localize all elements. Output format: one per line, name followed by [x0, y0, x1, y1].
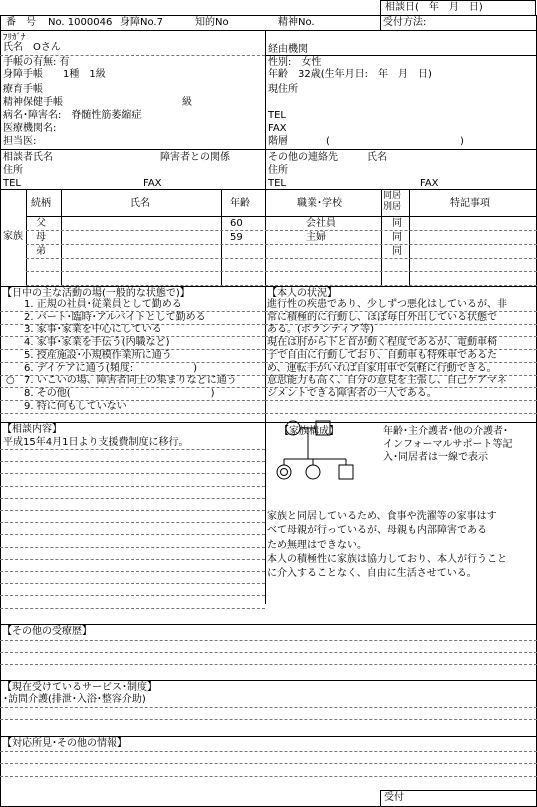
family-structure-title: 【家族構成】 — [279, 426, 339, 437]
status-line: 意思能力も高く、自分の意見を主張し、自己ケアマネ — [267, 375, 507, 387]
notebook-status: 手帳の有無: 有 — [3, 57, 70, 68]
status-row-line — [265, 413, 537, 414]
consult-line — [0, 559, 265, 560]
activity-row-line — [0, 413, 265, 414]
family-age: 60 — [230, 218, 243, 229]
family-row — [26, 258, 537, 272]
current-services-text: ･訪問介護(排泄･入浴･整容介助) — [3, 694, 146, 705]
other-contact-fax-label: FAX — [420, 178, 439, 189]
activity-item: 7. いこいの場、障害者同士の集まりなどに通う — [24, 375, 237, 387]
consultant-tel-label: TEL — [3, 178, 21, 189]
consult-line — [0, 522, 265, 523]
services-section-top — [0, 680, 537, 681]
consult-line — [0, 498, 265, 499]
family-legend-line-1: 年齢･主介護者･他の介護者･ — [383, 426, 508, 437]
consultant-fax-label: FAX — [143, 178, 162, 189]
activity-item: 4. 家事･家業を手伝う(内職など) — [24, 337, 170, 349]
via-agency-line — [265, 55, 537, 56]
family-note-line: ため無理はできない。 — [267, 539, 367, 551]
physical-no-label: 身障No.7 — [120, 17, 163, 28]
family-note-line: べて母親が行っているが、母親も内部障害である — [267, 525, 487, 537]
response-line-1 — [0, 751, 537, 752]
response-line-3 — [0, 776, 537, 777]
furigana-label: ﾌﾘｶﾞﾅ — [3, 33, 26, 43]
history-line-1 — [0, 640, 537, 641]
status-line: 子で自由に行動しており、自動車も特殊車であるた — [267, 349, 497, 361]
family-row — [26, 272, 537, 286]
consultant-relation-label: 障害者との関係 — [160, 152, 230, 163]
family-row — [26, 217, 537, 231]
rehab-notebook: 療育手帳 — [3, 84, 43, 95]
history-section-top — [0, 624, 537, 625]
gender: 性別: 女性 — [268, 57, 322, 68]
genogram-diagram — [270, 415, 380, 505]
consultant-name-label: 相談者氏名 — [3, 152, 53, 163]
consultant-section-top — [0, 149, 537, 150]
genogram-sister — [306, 465, 320, 479]
reception-method-label: 受付方法: — [383, 17, 427, 28]
consultant-address-label: 住所 — [3, 165, 23, 176]
family-job: 主婦 — [306, 231, 326, 243]
family-row — [26, 231, 537, 245]
physical-notebook: 身障手帳 1種 1級 — [3, 69, 106, 80]
family-relation: 母 — [36, 231, 46, 243]
family-table — [0, 189, 537, 286]
genogram-client-inner — [281, 469, 288, 476]
consult-line — [0, 595, 265, 596]
consultant-divider — [265, 149, 266, 189]
genogram-client-outer — [277, 465, 291, 479]
client-divider — [265, 31, 266, 149]
status-line: ジメントできる障害者の一人である。 — [267, 387, 437, 399]
consult-date-box — [380, 0, 536, 16]
consult-content-text: 平成15年4月1日より支援費制度に移行。 — [3, 437, 189, 448]
other-consult-title: 【その他の受療歴】 — [2, 626, 92, 637]
via-agency: 経由機関 — [268, 44, 308, 55]
other-contact-name-label: 氏名 — [367, 152, 387, 163]
activity-item: 3. 家事･家業を中心にしている — [24, 324, 162, 336]
age: 年齢 32歳(生年月日: 年 月 日) — [268, 69, 432, 80]
status-line: 進行性の疾患であり、少しずつ悪化はしているが、非 — [267, 299, 507, 310]
disease-name: 病名･障害名: 脊髄性筋萎縮症 — [3, 110, 142, 121]
activity-item: 9. 特に何もしていない — [24, 400, 127, 412]
response-line-2 — [0, 763, 537, 764]
client-name-line — [0, 55, 265, 56]
family-header-job: 職業･学校 — [297, 198, 342, 209]
doctor: 担当医: — [3, 136, 37, 147]
consult-line — [0, 571, 265, 572]
history-line-2 — [0, 652, 537, 653]
family-header-notes: 特記事項 — [450, 198, 490, 209]
floor: 階層 — [268, 136, 288, 147]
intellectual-no-label: 知的No — [195, 17, 229, 28]
floor-paren-close: ) — [460, 136, 464, 147]
family-section-label: 家族 — [3, 231, 23, 242]
activity-divider — [265, 286, 266, 604]
family-row — [26, 245, 537, 259]
current-services-title: 【現在受けているサービス･制度】 — [2, 682, 157, 693]
response-title: 【対応所見･その他の情報】 — [2, 738, 127, 749]
status-line: 常に積極的に行動し、ほぼ毎日外出している状態で — [267, 311, 497, 323]
activity-item: 1. 正規の社員･従業員として勤める — [24, 299, 182, 310]
number-label: 番 号 — [6, 17, 36, 28]
consult-content-title: 【相談内容】 — [2, 424, 62, 435]
history-line-3 — [0, 664, 537, 665]
family-relation: 弟 — [36, 245, 46, 257]
mental-grade: 級 — [182, 97, 192, 108]
family-header-age: 年齢 — [230, 198, 250, 209]
consult-line — [0, 608, 265, 609]
family-job: 会社員 — [306, 218, 336, 229]
services-line-1 — [0, 707, 537, 708]
reception-label: 受付 — [384, 792, 404, 803]
other-contact-label: その他の連絡先 — [268, 152, 338, 163]
consult-line — [0, 534, 265, 535]
family-header-cohab: 同居 別居 — [383, 191, 402, 212]
client-name: 氏名 Oさん — [3, 42, 61, 53]
consult-line — [0, 473, 265, 474]
family-header-name: 氏名 — [130, 198, 150, 209]
family-relation: 父 — [36, 218, 46, 229]
consult-date-label: 相談日( 年 月 日) — [385, 2, 483, 13]
number-value: No. 1000046 — [48, 17, 113, 28]
response-section-top — [0, 736, 537, 737]
personal-status-title: 【本人の状況】 — [267, 288, 337, 299]
family-note-line: に介入することなく、自由に生活させている。 — [267, 568, 477, 580]
consult-section-top — [0, 422, 537, 423]
status-line: 現在は肘から下と首が動く程度であるが、電動車椅 — [267, 337, 497, 349]
family-note-line: 家族と同居しているため、食事や洗濯等の家事はす — [267, 511, 497, 522]
genogram-father — [316, 421, 330, 435]
client-tel: TEL — [268, 110, 286, 121]
client-fax: FAX — [268, 123, 287, 134]
status-row-line — [265, 400, 537, 401]
family-cohab: 同 — [392, 231, 402, 243]
consult-line — [0, 583, 265, 584]
family-cohab: 同 — [392, 218, 402, 229]
other-contact-address-label: 住所 — [268, 165, 288, 176]
consult-line — [0, 510, 265, 511]
activity-item: 8. その他( ) — [24, 387, 215, 399]
activity-mark: ○ — [6, 375, 15, 387]
mental-notebook: 精神保健手帳 — [3, 97, 63, 108]
other-contact-tel-label: TEL — [268, 178, 286, 189]
consult-line — [0, 486, 265, 487]
activity-section-top — [0, 286, 537, 287]
medical-institution: 医療機関名: — [3, 123, 57, 134]
consult-line — [0, 461, 265, 462]
mental-no-label: 精神No. — [278, 17, 315, 28]
address: 現住所 — [268, 84, 298, 95]
consult-line — [0, 449, 265, 450]
consult-line — [0, 547, 265, 548]
family-age: 59 — [230, 231, 243, 243]
daily-activity-title: 【日中の主な活動の場(一般的な状態で)】 — [2, 288, 190, 299]
family-legend-line-2: インフォーマルサポート等記 — [383, 439, 513, 450]
genogram-mother — [286, 421, 300, 435]
family-legend-line-3: 入･同居者は一線で表示 — [383, 452, 488, 463]
header-divider — [380, 15, 381, 31]
family-cohab: 同 — [392, 245, 402, 257]
floor-paren-open: ( — [326, 136, 330, 147]
activity-item: 6. デイケアに通う(頻度: ) — [24, 362, 197, 374]
status-line: ある。(ボランティア等) — [267, 324, 375, 336]
status-line: め、運転手がいれば自家用車で気軽に行動できる。 — [267, 362, 497, 374]
activity-item: 5. 授産施設･小規模作業所に通う — [24, 349, 172, 361]
family-header-relation: 続柄 — [31, 198, 51, 209]
services-line-2 — [0, 719, 537, 720]
family-note-line: 本人の積極性に家族は協力しており、本人が行うこと — [267, 553, 507, 565]
activity-item: 2. パート･臨時･アルバイトとして勤める — [24, 311, 206, 323]
genogram-brother — [339, 465, 353, 479]
